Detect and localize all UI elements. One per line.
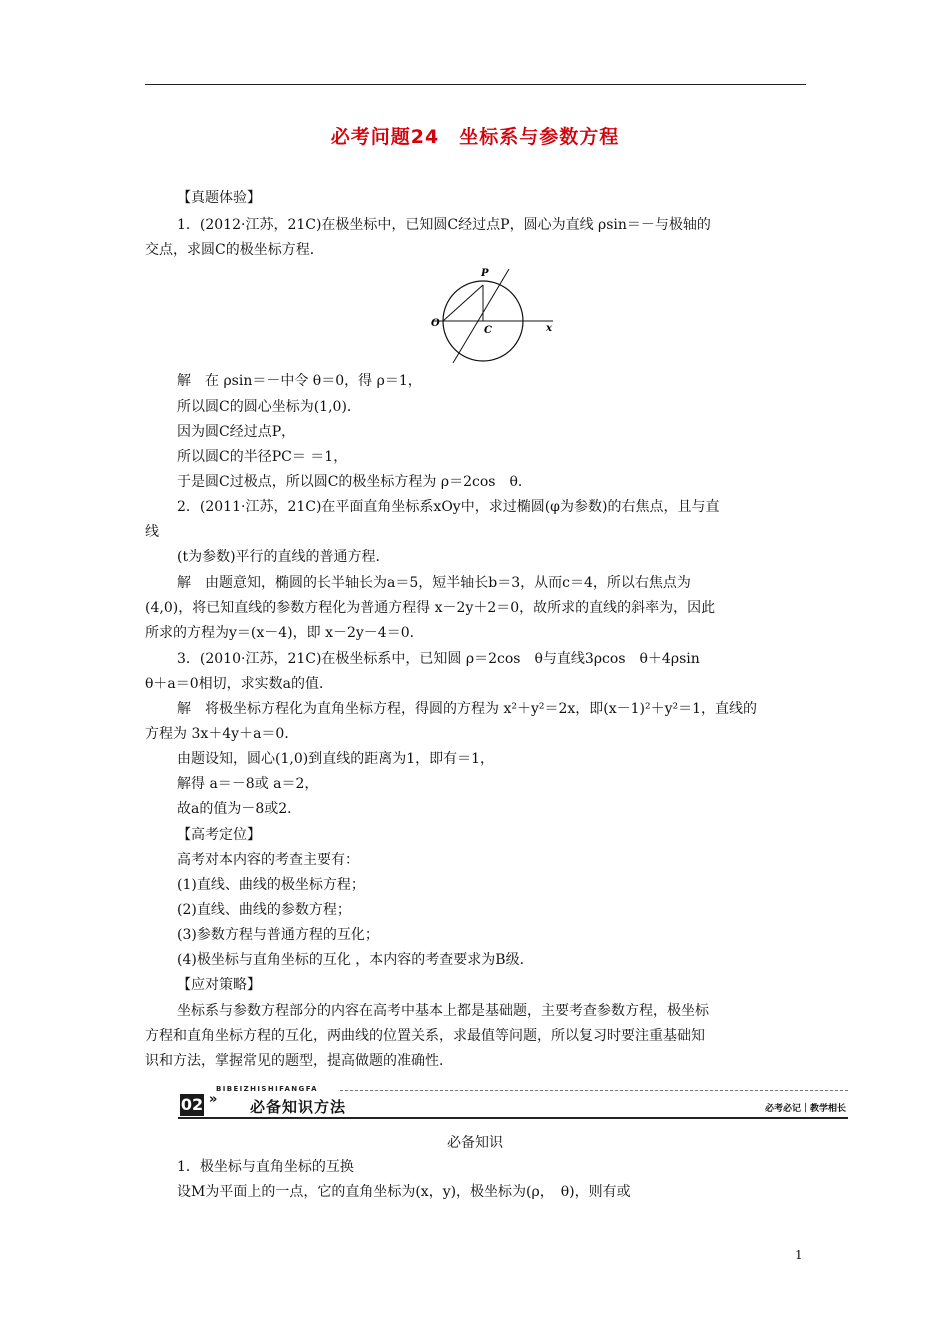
text-line: 于是圆C过极点，所以圆C的极坐标方程为 ρ＝2cos θ． [177, 474, 532, 490]
list-item: (2)直线、曲线的参数方程； [177, 902, 351, 918]
heading-celue: 【应对策略】 [177, 977, 261, 993]
page-title: 必考问题24 坐标系与参数方程 [330, 126, 620, 148]
label-p: P [481, 268, 489, 279]
text-line: 识和方法，掌握常见的题型，提高做题的准确性． [145, 1053, 453, 1069]
label-x: x [546, 323, 552, 334]
banner-number: 02 [180, 1095, 204, 1114]
text-line: 解 由题意知，椭圆的长半轴长为a＝5，短半轴长b＝3，从而c＝4，所以右焦点为 [163, 575, 691, 591]
text-line: 解 在 ρsin＝－中令 θ＝0，得 ρ＝1， [163, 373, 422, 389]
text-line: (4,0)，将已知直线的参数方程化为普通方程得 x－2y＋2＝0，故所求的直线的斜率为，因此 [145, 600, 716, 616]
label-o: O [431, 318, 440, 329]
text-line: 坐标系与参数方程部分的内容在高考中基本上都是基础题，主要考查参数方程，极坐标 [163, 1003, 709, 1019]
list-item: (4)极坐标与直角坐标的互化 ，本内容的考查要求为B级． [177, 952, 534, 968]
text-line: 方程和直角坐标方程的互化，两曲线的位置关系，求最值等问题，所以复习时要注重基础知 [145, 1028, 705, 1044]
text-line: 由题设知，圆心(1,0)到直线的距离为1，即有＝1， [177, 751, 495, 767]
text-line: 故a的值为－8或2． [177, 801, 302, 817]
text-line: 1．极坐标与直角坐标的互换 [177, 1159, 354, 1175]
text-line: 解 将极坐标方程化为直角坐标方程，得圆的方程为 x²＋y²＝2x，即(x－1)²＋y²＝1，直线的 [163, 701, 758, 717]
top-rule [145, 84, 806, 85]
text-line: 方程为 3x＋4y＋a＝0． [145, 726, 299, 742]
list-item: (3)参数方程与普通方程的互化； [177, 927, 379, 943]
text-line: 所求的方程为y＝(x－4)，即 x－2y－4＝0． [145, 625, 424, 641]
text-line: 2．(2011·江苏，21C)在平面直角坐标系xOy中，求过椭圆(φ为参数)的右焦点，且与直 [163, 499, 720, 515]
text-line: 交点，求圆C的极坐标方程． [145, 242, 324, 258]
heading-gaokao: 【高考定位】 [177, 827, 261, 843]
label-c: C [484, 325, 492, 336]
text-line: 3．(2010·江苏，21C)在极坐标系中，已知圆 ρ＝2cos θ与直线3ρcos θ＋4ρsin [163, 651, 700, 667]
text-line: 解得 a＝－8或 a＝2， [177, 776, 319, 792]
text-line: 所以圆C的圆心坐标为(1,0)． [177, 399, 361, 415]
banner-subtitle: 必考必记｜教学相长 [764, 1104, 846, 1114]
banner-title: 必备知识方法 [250, 1098, 347, 1116]
text-line: 因为圆C经过点P， [177, 424, 296, 440]
text-line: 1．(2012·江苏，21C)在极坐标中，已知圆C经过点P，圆心为直线 ρsin＝－与极轴的 [163, 217, 711, 233]
banner-rule [178, 1117, 848, 1119]
text-line: 所以圆C的半径PC＝ ＝1， [177, 449, 348, 465]
circle-figure [425, 263, 560, 368]
section-banner [178, 1084, 848, 1120]
text-line: 设M为平面上的一点，它的直角坐标为(x，y)，极坐标为(ρ， θ)，则有或 [177, 1184, 631, 1200]
text-line: 线 [145, 524, 159, 540]
banner-pinyin: BIBEIZHISHIFANGFA [216, 1085, 318, 1093]
text-line: 高考对本内容的考查主要有： [177, 852, 359, 868]
heading-zhenti: 【真题体验】 [177, 190, 261, 206]
text-line: θ＋a＝0相切，求实数a的值． [145, 676, 334, 692]
page-number: 1 [795, 1248, 803, 1262]
section-title: 必备知识 [447, 1135, 503, 1151]
banner-dash [340, 1090, 848, 1091]
text-line: (t为参数)平行的直线的普通方程． [177, 549, 390, 565]
list-item: (1)直线、曲线的极坐标方程； [177, 877, 365, 893]
double-chevron-icon: » [209, 1092, 218, 1107]
